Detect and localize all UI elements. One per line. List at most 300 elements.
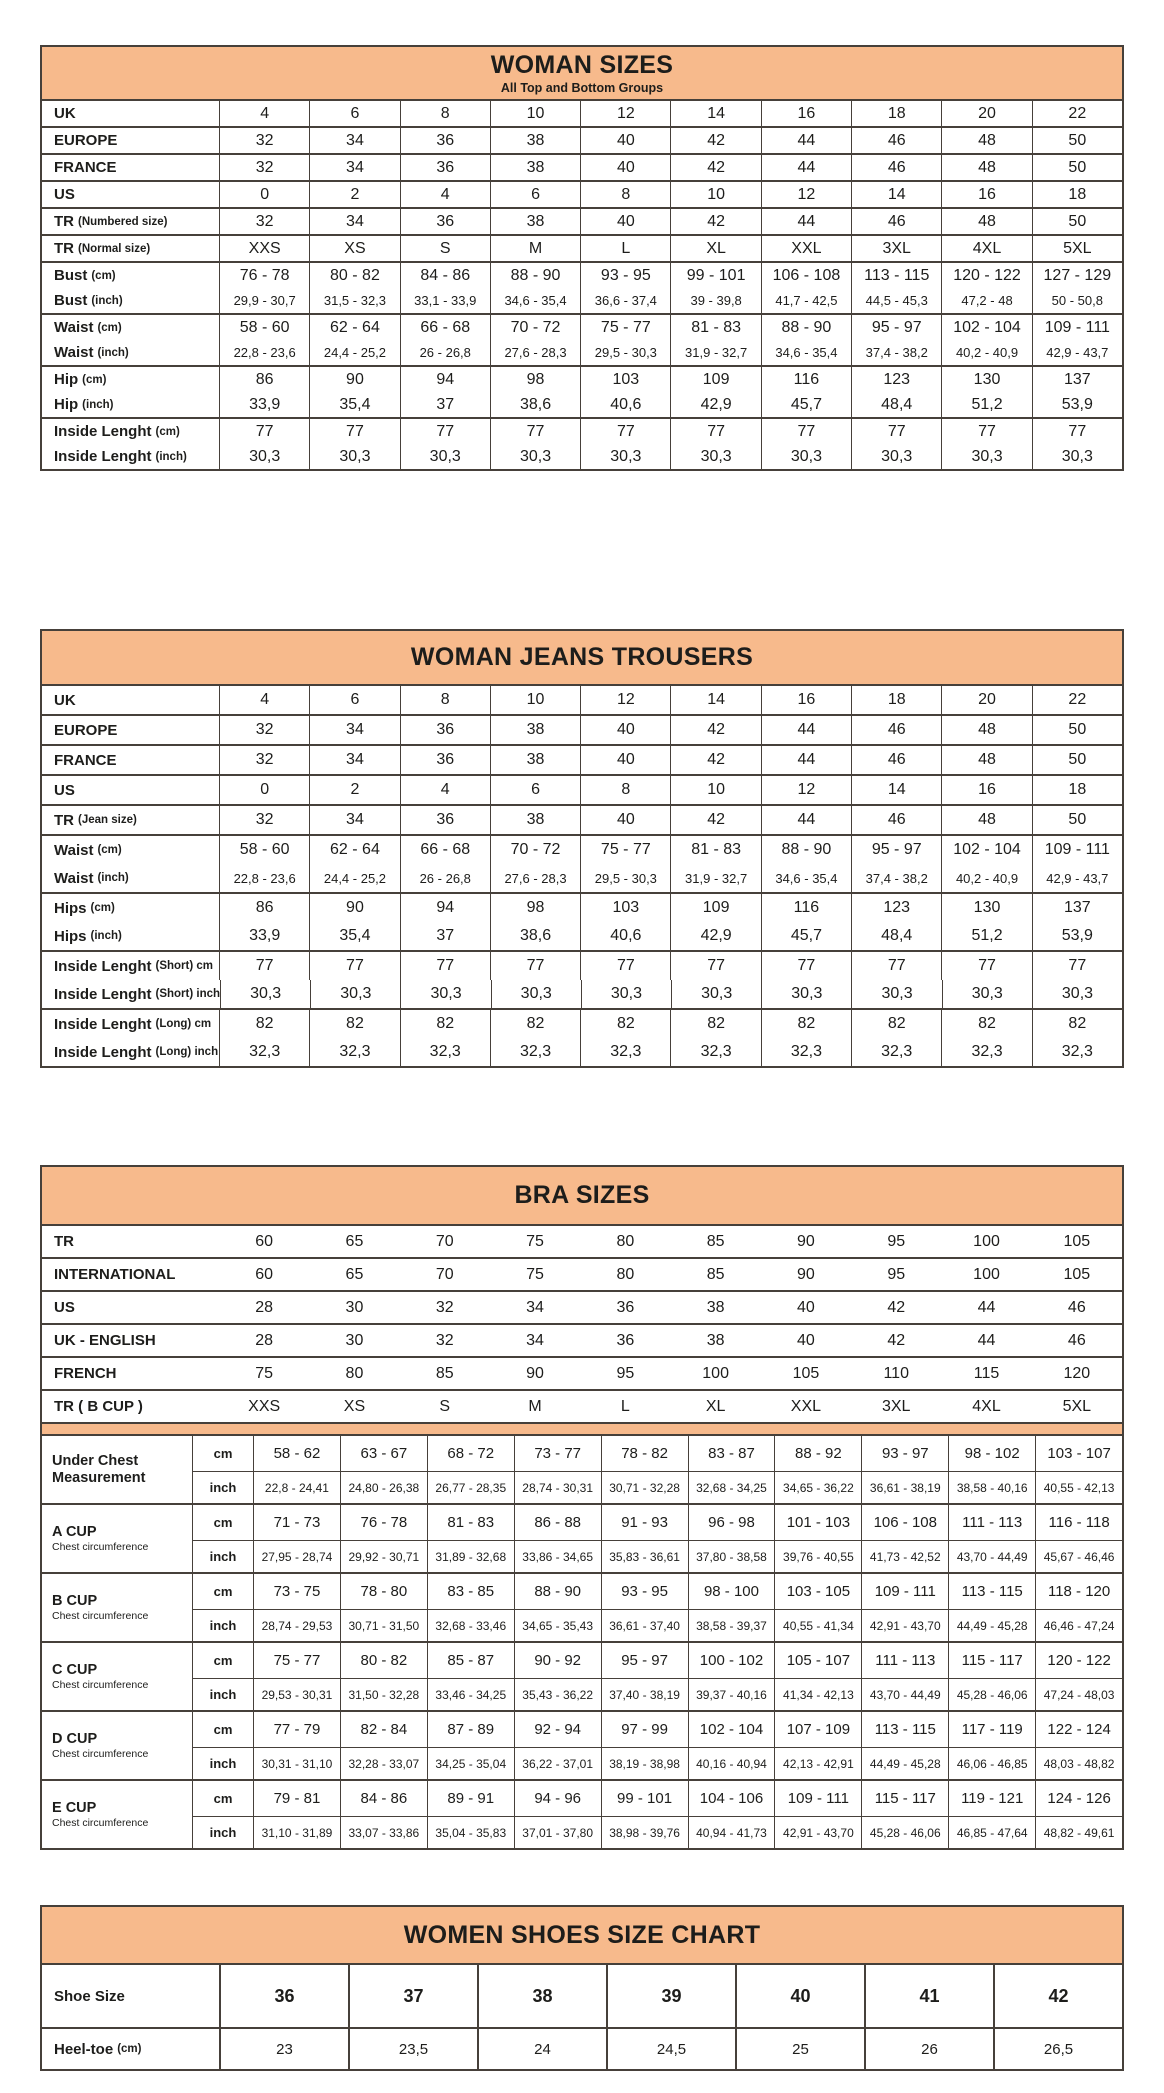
bra-size-value: 34 [526,1331,544,1349]
size-value: 106 - 108 [761,263,851,288]
size-value: 44 [761,155,851,180]
bra-size-value: 44 [977,1331,996,1349]
size-value: 32,3 [219,1038,309,1066]
size-value: 18 [851,686,941,714]
size-value: 45,7 [761,392,851,417]
row-label [42,1292,219,1323]
size-value: 38,6 [490,922,580,950]
cup-value: 39,76 - 40,55 [774,1541,861,1572]
size-value: 10 [490,686,580,714]
size-value: 82 [309,1010,399,1038]
cup-value: 83 - 85 [427,1574,514,1609]
shoe-value: 23 [219,2029,348,2069]
size-value: 26 - 26,8 [400,340,490,365]
table-row [42,155,1122,180]
cup-group [42,1574,1122,1643]
table-row [42,128,1122,153]
size-value: 30,3 [400,444,490,469]
cup-sublabel: Chest circumference [52,1748,149,1761]
size-value: 93 - 95 [580,263,670,288]
row-label-text: TR [54,240,74,257]
size-value: 109 - 111 [1032,315,1122,340]
row-label [42,894,219,922]
cup-value: 109 - 111 [861,1574,948,1609]
cup-value: 115 - 117 [948,1643,1035,1678]
size-value: 38 [490,155,580,180]
bra-size-value: 70 [435,1265,454,1283]
size-value: 30,3 [491,980,581,1008]
size-value: 30,3 [942,980,1032,1008]
size-value: 30,3 [219,444,309,469]
size-value: 18 [1032,182,1122,207]
page [0,45,1164,2071]
size-value: 40 [580,155,670,180]
size-value: 81 - 83 [670,315,760,340]
size-value: 44 [761,716,851,744]
cup-rows [192,1574,1122,1641]
size-value: 42 [670,209,760,234]
cup-label [42,1712,192,1779]
row-label [42,209,219,234]
cup-group [42,1505,1122,1574]
cup-value: 111 - 113 [861,1643,948,1678]
row-label-text: Waist [54,869,94,887]
size-value: 86 [219,894,309,922]
size-value: 32 [219,746,309,774]
cup-row-inch [192,1748,1122,1779]
row-label-text: Waist [54,344,94,361]
size-value: 82 [941,1010,1031,1038]
bra-size-value: 75 [526,1232,544,1250]
row-label [42,952,219,980]
size-value: L [580,236,670,261]
cup-value: 68 - 72 [427,1436,514,1471]
row-label [42,315,219,340]
row-group [42,746,1122,776]
shoe-value: 38 [477,1965,606,2027]
cup-row-cm [192,1436,1122,1472]
size-value: 32 [219,128,309,153]
size-value: 40 [580,806,670,834]
size-value: 40 [580,128,670,153]
cup-value: 45,67 - 46,46 [1035,1541,1122,1572]
size-value: 41,7 - 42,5 [761,288,851,313]
size-value: 47,2 - 48 [941,288,1031,313]
size-value: 34 [309,155,399,180]
size-value: 82 [670,1010,760,1038]
cup-value: 117 - 119 [948,1712,1035,1747]
cup-value: 92 - 94 [514,1712,601,1747]
cup-row-cm [192,1712,1122,1748]
size-value: 102 - 104 [941,315,1031,340]
size-value: 14 [670,686,760,714]
size-value: 16 [761,101,851,126]
row-label [42,776,219,804]
size-value: 113 - 115 [851,263,941,288]
size-value: 34,6 - 35,4 [761,864,851,892]
cup-value: 35,04 - 35,83 [427,1817,514,1848]
bra-size-value: 85 [706,1232,725,1250]
row-group [42,1010,1122,1066]
shoe-value: 25 [735,2029,864,2069]
size-value: 82 [490,1010,580,1038]
cup-row-cm [192,1574,1122,1610]
row-label-text: Bust [54,267,88,284]
row-label-text: Inside Lenght [54,448,152,465]
shoe-row [42,1965,1122,2027]
row-label-note: (cm) [91,269,116,282]
size-value: 77 [851,952,941,980]
bra-size-value: 85 [435,1364,454,1382]
size-value: 51,2 [941,392,1031,417]
cup-value: 93 - 95 [601,1574,688,1609]
table-title: WOMAN SIZES [490,51,674,79]
size-value: 88 - 90 [490,263,580,288]
cup-group [42,1712,1122,1781]
size-value: 62 - 64 [309,315,399,340]
cup-value: 120 - 122 [1035,1643,1122,1678]
row-group [42,155,1122,182]
size-value: 38 [490,716,580,744]
size-value: 26 - 26,8 [400,864,490,892]
cup-value: 91 - 93 [601,1505,688,1540]
size-value: 12 [761,182,851,207]
size-value: 24,4 - 25,2 [309,340,399,365]
size-value: 16 [761,686,851,714]
size-value: 48,4 [851,392,941,417]
size-value: 29,5 - 30,3 [580,340,670,365]
size-value: 36 [400,806,490,834]
bra-sizes-header [42,1167,1122,1226]
size-value: 42 [670,128,760,153]
shoe-value: 23,5 [348,2029,477,2069]
size-value: 14 [670,101,760,126]
row-label-note: (cm) [82,373,107,386]
row-group [42,367,1122,419]
table-title: WOMAN JEANS TROUSERS [410,643,754,671]
row-label-note: (Short) inch [155,988,221,1000]
shoe-value: 42 [993,1965,1122,2027]
row-label [42,288,219,313]
unit-cell: inch [192,1679,253,1710]
cup-sublabel: Chest circumference [52,1610,149,1623]
shoe-value: 26 [864,2029,993,2069]
size-value: 77 [400,419,490,444]
row-group [42,836,1122,894]
size-value: 16 [941,182,1031,207]
bra-size-value: 65 [345,1265,364,1283]
cup-value: 40,16 - 40,94 [688,1748,775,1779]
size-value: 116 [761,894,851,922]
unit-cell: cm [192,1505,253,1540]
table-row [42,236,1122,261]
cup-row-cm [192,1505,1122,1541]
row-label [42,392,219,417]
cup-sublabel: Chest circumference [52,1541,149,1554]
cup-value: 37,01 - 37,80 [514,1817,601,1848]
cup-value: 38,58 - 40,16 [948,1472,1035,1503]
cup-value: 84 - 86 [340,1781,427,1816]
bra-size-value: XXS [248,1397,281,1415]
size-value: 82 [580,1010,670,1038]
size-value: 130 [941,894,1031,922]
bra-size-value: 90 [797,1232,815,1250]
cup-label-text: E CUP [52,1799,97,1816]
size-value: 38 [490,806,580,834]
size-value: 75 - 77 [580,315,670,340]
size-value: 123 [851,367,941,392]
size-value: 53,9 [1032,922,1122,950]
cup-value: 44,49 - 45,28 [948,1610,1035,1641]
cup-value: 43,70 - 44,49 [948,1541,1035,1572]
size-value: 48 [941,746,1031,774]
bra-size-value: 3XL [881,1397,911,1415]
cup-value: 103 - 107 [1035,1436,1122,1471]
size-value: 109 [670,894,760,922]
size-value: 4 [400,182,490,207]
cup-row-inch [192,1610,1122,1641]
bra-size-value: 120 [1063,1364,1091,1382]
row-label [42,444,219,469]
size-value: 10 [490,101,580,126]
size-value: 4 [400,776,490,804]
cup-value: 22,8 - 24,41 [253,1472,340,1503]
row-label-text: Hip [54,371,79,388]
size-value: 30,3 [310,980,400,1008]
size-value: 30,3 [309,444,399,469]
cup-value: 41,34 - 42,13 [774,1679,861,1710]
bra-size-value: 105 [792,1364,820,1382]
size-value: 35,4 [309,392,399,417]
size-value: 53,9 [1032,392,1122,417]
size-value: 32 [219,209,309,234]
bra-size-value: 46 [1067,1298,1086,1316]
cup-value: 38,19 - 38,98 [601,1748,688,1779]
cup-group [42,1436,1122,1505]
size-value: 27,6 - 28,3 [490,340,580,365]
size-value: 84 - 86 [400,263,490,288]
cup-value: 111 - 113 [948,1505,1035,1540]
size-value: XXS [219,236,309,261]
size-value: 14 [851,182,941,207]
cup-value: 36,61 - 37,40 [601,1610,688,1641]
size-value: 8 [400,686,490,714]
size-value: 82 [219,1010,309,1038]
size-value: 36 [400,209,490,234]
unit-cell: cm [192,1781,253,1816]
size-value: 44,5 - 45,3 [851,288,941,313]
cup-group [42,1643,1122,1712]
row-label-text: Waist [54,319,94,336]
size-value: 32,3 [851,1038,941,1066]
unit-cell: inch [192,1817,253,1848]
size-value: 42,9 [670,922,760,950]
row-group [42,263,1122,315]
size-value: 95 - 97 [851,315,941,340]
size-value: 50 [1032,209,1122,234]
cup-rows [192,1436,1122,1503]
cup-value: 109 - 111 [774,1781,861,1816]
cup-value: 100 - 102 [688,1643,775,1678]
size-value: 137 [1032,367,1122,392]
cup-sublabel: Chest circumference [52,1817,149,1830]
bra-row [42,1226,1122,1259]
bra-row [42,1325,1122,1358]
cup-value: 104 - 106 [688,1781,775,1816]
cup-value: 30,71 - 32,28 [601,1472,688,1503]
size-value: 50 - 50,8 [1032,288,1122,313]
cup-value: 35,83 - 36,61 [601,1541,688,1572]
cup-value: 28,74 - 30,31 [514,1472,601,1503]
row-label [42,806,219,834]
size-value: 76 - 78 [219,263,309,288]
size-value: 44 [761,209,851,234]
size-value: 4 [219,686,309,714]
size-value: 36 [400,746,490,774]
cup-value: 46,46 - 47,24 [1035,1610,1122,1641]
bra-size-value: 46 [1067,1331,1086,1349]
cup-label-text: A CUP [52,1523,97,1540]
row-label [42,101,219,126]
cup-value: 37,40 - 38,19 [601,1679,688,1710]
size-value: 4 [219,101,309,126]
size-value: 8 [400,101,490,126]
shoe-value: 26,5 [993,2029,1122,2069]
table-row [42,746,1122,774]
size-value: 99 - 101 [670,263,760,288]
bra-size-value: 80 [616,1265,635,1283]
row-label-note: (inch) [91,294,123,307]
size-value: 31,5 - 32,3 [309,288,399,313]
row-label-text: TR [54,811,74,829]
cup-value: 73 - 77 [514,1436,601,1471]
shoe-value: 41 [864,1965,993,2027]
cup-value: 113 - 115 [948,1574,1035,1609]
shoe-value: 37 [348,1965,477,2027]
size-value: 116 [761,367,851,392]
cup-label-text: Under Chest Measurement [52,1452,146,1486]
row-label [42,367,219,392]
size-value: 38,6 [490,392,580,417]
size-value: 77 [761,419,851,444]
size-value: 77 [761,952,851,980]
bra-size-value: 60 [255,1232,274,1250]
row-group [42,894,1122,952]
size-value: 48 [941,716,1031,744]
cup-value: 89 - 91 [427,1781,514,1816]
bra-size-value: 80 [345,1364,364,1382]
cup-value: 85 - 87 [427,1643,514,1678]
cup-value: 24,80 - 26,38 [340,1472,427,1503]
cup-value: 58 - 62 [253,1436,340,1471]
cup-value: 38,58 - 39,37 [688,1610,775,1641]
cup-value: 28,74 - 29,53 [253,1610,340,1641]
size-value: 45,7 [761,922,851,950]
cup-value: 90 - 92 [514,1643,601,1678]
cup-value: 77 - 79 [253,1712,340,1747]
bra-size-value: 60 [255,1265,274,1283]
bra-sizes-table [40,1165,1124,1850]
row-label [42,1358,219,1389]
cup-value: 116 - 118 [1035,1505,1122,1540]
cup-value: 101 - 103 [774,1505,861,1540]
row-label [42,1038,219,1066]
size-value: 36,6 - 37,4 [580,288,670,313]
cup-value: 33,86 - 34,65 [514,1541,601,1572]
size-value: 109 [670,367,760,392]
size-value: 42 [670,806,760,834]
bra-size-value: 75 [526,1265,544,1283]
size-value: 34 [309,716,399,744]
cup-value: 103 - 105 [774,1574,861,1609]
bra-size-value: 100 [973,1232,1000,1250]
cup-value: 45,28 - 46,06 [948,1679,1035,1710]
cup-label [42,1505,192,1572]
row-label-text: Shoe Size [54,1987,125,2005]
size-value: XS [309,236,399,261]
cup-value: 31,50 - 32,28 [340,1679,427,1710]
cup-row-cm [192,1781,1122,1817]
size-value: 50 [1032,806,1122,834]
size-value: 130 [941,367,1031,392]
cup-value: 34,65 - 35,43 [514,1610,601,1641]
table-row [42,419,1122,444]
row-label-text: FRANCE [54,751,117,769]
size-value: 44 [761,806,851,834]
size-value: 22 [1032,686,1122,714]
cup-value: 87 - 89 [427,1712,514,1747]
cup-value: 32,68 - 33,46 [427,1610,514,1641]
shoe-row [42,2027,1122,2069]
row-label-note: (Short) cm [155,960,213,972]
cup-value: 75 - 77 [253,1643,340,1678]
size-value: 77 [580,952,670,980]
women-shoes-body [42,1965,1122,2069]
size-value: XXL [761,236,851,261]
row-label-text: US [54,781,75,799]
size-value: XL [670,236,760,261]
size-value: 77 [400,952,490,980]
size-value: 32,3 [580,1038,670,1066]
size-value: 34 [309,128,399,153]
size-value: 77 [490,419,580,444]
size-value: 77 [670,419,760,444]
bra-size-value: 42 [887,1298,906,1316]
size-value: 46 [851,128,941,153]
table-title: BRA SIZES [514,1181,650,1209]
table-row [42,392,1122,417]
size-value: 42,9 - 43,7 [1032,864,1122,892]
table-row [42,894,1122,922]
size-value: 20 [941,686,1031,714]
row-label [42,2029,219,2069]
size-value: 8 [580,776,670,804]
bra-size-value: 115 [973,1364,1000,1382]
bra-size-value: 40 [797,1331,815,1349]
cup-value: 98 - 102 [948,1436,1035,1471]
row-group [42,716,1122,746]
cup-value: 82 - 84 [340,1712,427,1747]
cup-row-inch [192,1817,1122,1848]
table-row [42,182,1122,207]
cup-value: 99 - 101 [601,1781,688,1816]
row-label [42,1965,219,2027]
bra-size-value: 80 [616,1232,635,1250]
cup-value: 26,77 - 28,35 [427,1472,514,1503]
row-label [42,746,219,774]
cup-row-inch [192,1472,1122,1503]
unit-cell: inch [192,1748,253,1779]
